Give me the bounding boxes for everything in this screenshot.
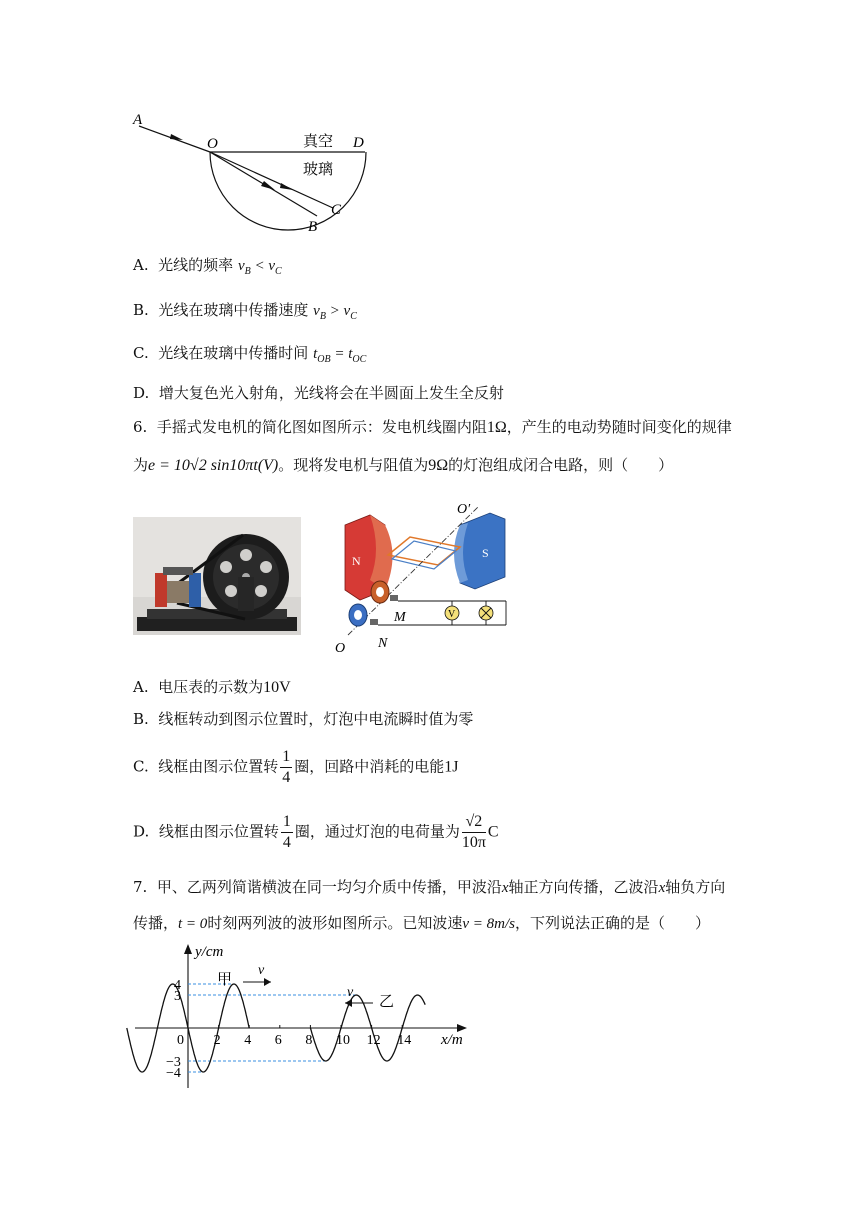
label-c: C (331, 202, 342, 218)
fraction-charge: $\frac{√2}{10\pi}$ (461, 813, 486, 851)
generator-photo (133, 517, 301, 635)
axis-o-label: O (335, 641, 346, 656)
label-vacuum: 真空 (303, 132, 334, 150)
magnet-n-label: N (352, 554, 361, 568)
axis-o-prime-label: O′ (457, 502, 471, 517)
y-axis-arrow-icon (184, 944, 192, 954)
x-tick-label: 2 (213, 1033, 221, 1048)
magnet-s-label: S (482, 546, 489, 560)
x-tick-label: 8 (305, 1033, 313, 1048)
series-jia-label: 甲 (217, 970, 233, 988)
q6-option-d: D. 线框由图示位置转 $\frac{1}{4}$ 圈，通过灯泡的电荷量为 $\frac{√2}{10\pi}$ C (133, 813, 499, 851)
x-tick-label: 14 (397, 1033, 412, 1048)
x-axis-arrow-icon (457, 1024, 467, 1032)
label-o: O (207, 136, 218, 152)
voltmeter-label: V (448, 609, 456, 620)
q6-option-b: B. 线框转动到图示位置时，灯泡中电流瞬时值为零 (133, 710, 474, 728)
series-jia-v-label: v (258, 963, 265, 978)
brush-n-label: N (378, 636, 388, 651)
x-tick-label: 6 (274, 1033, 282, 1048)
y-tick-label: 3 (174, 989, 181, 1004)
q6-option-a: A. 电压表的示数为10V (133, 678, 291, 696)
x-tick-label: 10 (336, 1033, 350, 1048)
brush-m-label: M (394, 610, 406, 625)
q7-stem-line1: 7. 甲、乙两列简谐横波在同一均匀介质中传播，甲波沿x轴正方向传播，乙波沿x轴负方向 (133, 878, 726, 896)
generator-schematic (330, 495, 510, 660)
label-glass: 玻璃 (303, 160, 334, 178)
x-tick-label: 0 (177, 1033, 184, 1048)
q6-stem-line1: 6. 手摇式发电机的简化图如图所示：发电机线圈内阻1Ω，产生的电动势随时间变化的规律 (133, 418, 732, 436)
x-axis-label: x/m (441, 1032, 463, 1048)
series-yi-label: 乙 (379, 992, 395, 1010)
x-tick-label: 12 (366, 1033, 381, 1048)
y-tick-label: 4 (174, 978, 181, 993)
y-axis-label: y/cm (195, 944, 224, 960)
fraction-quarter: $\frac{1}{4}$ (282, 748, 291, 786)
fraction-quarter-d: $\frac{1}{4}$ (282, 813, 291, 851)
label-b: B (308, 219, 318, 235)
wave-chart (125, 940, 485, 1092)
q6-stem-line2: 为e = 10√2 sin10πt(V)。现将发电机与阻值为9Ω的灯泡组成闭合电路，则（ ） (133, 456, 674, 474)
q5-option-c: C. 光线在玻璃中传播时间 $t_{OB} = t_{OC}$ (133, 344, 367, 365)
label-a: A (133, 112, 143, 128)
q5-option-a: A. 光线的频率 $\nu_B < \nu_C$ (133, 256, 282, 277)
y-tick-label: −3 (166, 1055, 181, 1070)
refraction-figure (125, 104, 385, 240)
y-tick-label: −4 (166, 1066, 181, 1081)
q5-option-b: B. 光线在玻璃中传播速度 $v_B > v_C$ (133, 301, 357, 322)
series-yi-arrow-icon (345, 999, 373, 1007)
q5-option-d: D. 增大复色光入射角，光线将会在半圆面上发生全反射 (133, 384, 504, 402)
q7-stem-line2: 传播，t = 0时刻两列波的波形如图所示。已知波速v = 8m/s，下列说法正确的是（ ） (133, 914, 710, 932)
series-yi-v-label: v (347, 985, 354, 1000)
q6-option-c: C. 线框由图示位置转 $\frac{1}{4}$ 圈，回路中消耗的电能1J (133, 748, 459, 786)
label-d: D (353, 135, 364, 151)
x-tick-label: 4 (244, 1033, 252, 1048)
series-jia-arrow-icon (243, 978, 271, 986)
